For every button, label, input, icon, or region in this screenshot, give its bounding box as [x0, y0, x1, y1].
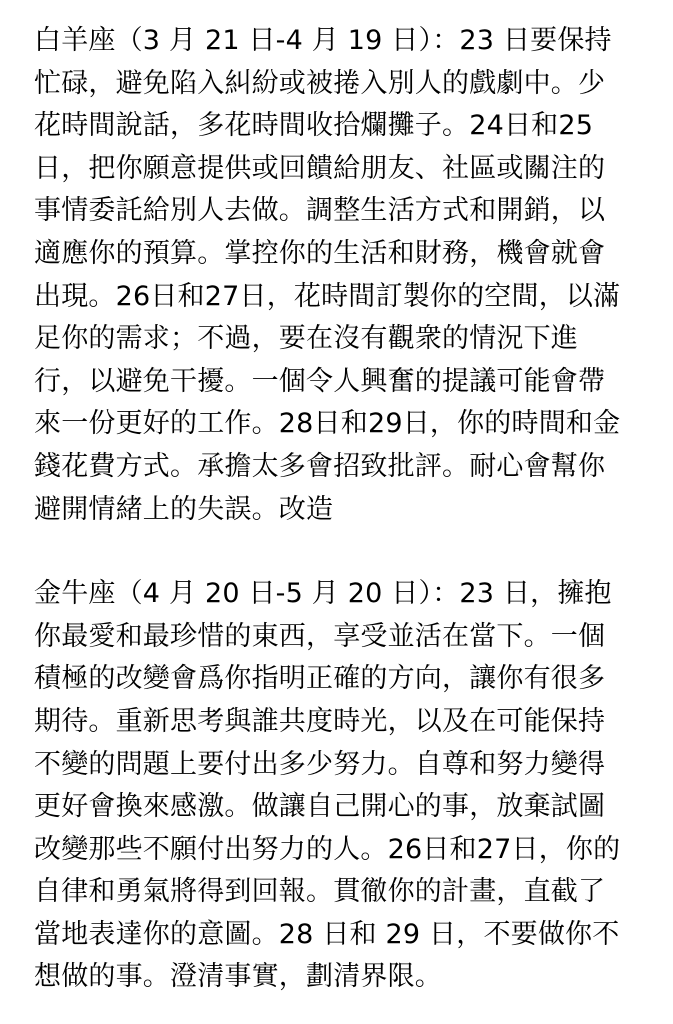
text-line: 避開情緒上的失誤。改造 [34, 493, 334, 525]
text-line: 足你的需求；不過，要在沒有觀衆的情況下進 [34, 323, 578, 355]
text-line: 積極的改變會爲你指明正確的方向，讓你有很多 [34, 663, 606, 695]
text-line: 忙碌，避免陷入糾紛或被捲入別人的戲劇中。少 [34, 67, 606, 99]
text-line: 改變那些不願付出努力的人。26日和27日，你的 [34, 833, 621, 865]
text-line: 期待。重新思考與誰共度時光，以及在可能保持 [34, 705, 606, 737]
text-line: 花時間說話，多花時間收拾爛攤子。24日和25 [34, 110, 594, 142]
text-line: 錢花費方式。承擔太多會招致批評。耐心會幫你 [34, 450, 606, 482]
horoscope-aries [34, 20, 643, 531]
text-line: 適應你的預算。掌控你的生活和財務，機會就會 [34, 237, 606, 269]
text-line: 日，把你願意提供或回饋給朋友、社區或關注的 [34, 152, 606, 184]
text-line: 你最愛和最珍惜的東西，享受並活在當下。一個 [34, 620, 606, 652]
text-line: 自律和勇氣將得到回報。貫徹你的計畫，直截了 [34, 876, 606, 908]
text-line: 想做的事。澄清事實，劃清界限。 [34, 961, 442, 993]
text-line: 事情委託給別人去做。調整生活方式和開銷，以 [34, 195, 606, 227]
text-line: 金牛座（4 月 20 日-5 月 20 日）：23 日，擁抱 [34, 578, 612, 610]
text-line: 不變的問題上要付出多少努力。自尊和努力變得 [34, 748, 606, 780]
text-line: 出現。26日和27日，花時間訂製你的空間，以滿 [34, 280, 621, 312]
text-line: 行，以避免干擾。一個令人興奮的提議可能會帶 [34, 365, 606, 397]
text-line: 來一份更好的工作。28日和29日，你的時間和金 [34, 408, 621, 440]
text-line: 當地表達你的意圖。28 日和 29 日，不要做你不 [34, 918, 620, 950]
text-line: 更好會換來感激。做讓自己開心的事，放棄試圖 [34, 791, 606, 823]
text-line: 白羊座（3 月 21 日-4 月 19 日）：23 日要保持 [34, 25, 612, 56]
horoscope-taurus [34, 573, 643, 999]
